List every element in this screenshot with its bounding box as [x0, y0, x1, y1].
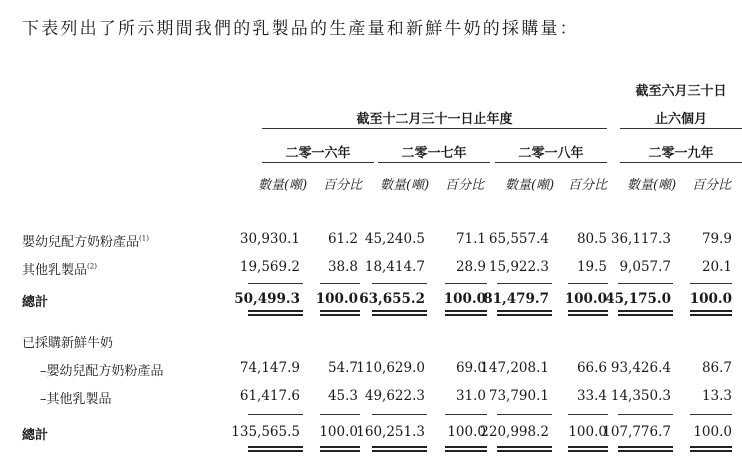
pct-header-2018: 百分比 [568, 178, 608, 193]
double-line [320, 310, 360, 316]
double-line [568, 310, 608, 316]
year-header-2018: 二零一八年 [518, 146, 584, 161]
double-line [320, 446, 360, 452]
double-line [248, 310, 303, 316]
cell: 100.0 [693, 424, 732, 440]
double-line [248, 446, 303, 452]
cell: 100.0 [564, 291, 607, 307]
cell: 54.7 [327, 360, 358, 376]
cell: 135,565.5 [231, 424, 300, 440]
cell: 33.4 [576, 388, 607, 404]
cell: 66.6 [576, 360, 607, 376]
year-header-2017: 二零一七年 [401, 146, 467, 161]
sum-line [320, 414, 360, 415]
pct-header-2017: 百分比 [445, 178, 485, 193]
year-underline-2019 [620, 162, 742, 163]
cell: 45,175.0 [605, 291, 671, 307]
cell: 71.1 [455, 231, 486, 247]
double-line [445, 310, 487, 316]
cell: 73,790.1 [488, 388, 549, 404]
double-line [445, 446, 487, 452]
sum-line [445, 283, 487, 284]
double-line [568, 446, 608, 452]
qty-header-2017: 數量(噸) [380, 178, 430, 193]
cell: 13.3 [701, 388, 732, 404]
year-header-2016: 二零一六年 [285, 146, 351, 161]
sum-line [248, 414, 303, 415]
period-interim-header-line2: 止六個月 [654, 112, 707, 127]
double-line [690, 446, 732, 452]
cell: 79.9 [701, 231, 732, 247]
cell: 38.8 [327, 259, 358, 275]
row-label-total1: 總計 [22, 295, 49, 310]
intro-text: 下表列出了所示期間我們的乳製品的生產量和新鮮牛奶的採購量： [22, 19, 579, 39]
sum-line [568, 283, 608, 284]
cell: 15,922.3 [488, 259, 549, 275]
pct-header-2016: 百分比 [323, 178, 363, 193]
section-label-purchased: 已採購新鮮牛奶 [22, 336, 114, 351]
sum-line [497, 414, 552, 415]
double-line [497, 446, 552, 452]
cell: 80.5 [576, 231, 607, 247]
cell: 28.9 [455, 259, 486, 275]
cell: 100.0 [447, 424, 486, 440]
cell: 81,479.7 [483, 291, 549, 307]
year-underline-2016 [262, 162, 374, 163]
period-interim-underline [620, 128, 742, 129]
sum-line [372, 414, 427, 415]
cell: 220,998.2 [480, 424, 549, 440]
period-interim-header-line1: 截至六月三十日 [635, 84, 727, 99]
cell: 147,208.1 [480, 360, 549, 376]
qty-header-2016: 數量(噸) [258, 178, 308, 193]
cell: 100.0 [319, 424, 358, 440]
cell: 100.0 [689, 291, 732, 307]
cell: 74,147.9 [239, 360, 300, 376]
double-line [618, 446, 673, 452]
cell: 18,414.7 [364, 259, 425, 275]
cell: 19,569.2 [239, 259, 300, 275]
cell: 107,776.7 [602, 424, 671, 440]
sum-line [690, 414, 732, 415]
sum-line [445, 414, 487, 415]
sum-line [618, 283, 673, 284]
sum-line [690, 283, 732, 284]
double-line [690, 310, 732, 316]
cell: 36,117.3 [610, 231, 671, 247]
row-label-other: 其他乳製品$^{(2)}$ [22, 262, 97, 278]
cell: 86.7 [701, 360, 732, 376]
sum-line [320, 283, 360, 284]
cell: 110,629.0 [356, 360, 425, 376]
row-label-total2: 總計 [22, 428, 49, 443]
cell: 20.1 [701, 259, 732, 275]
sum-line [568, 414, 608, 415]
year-header-2019: 二零一九年 [648, 146, 714, 161]
period-annual-header: 截至十二月三十一日止年度 [356, 112, 513, 127]
cell: 30,930.1 [239, 231, 300, 247]
row-label-p-infant: –嬰幼兒配方奶粉產品 [40, 364, 164, 379]
sum-line [372, 283, 427, 284]
cell: 100.0 [315, 291, 358, 307]
cell: 50,499.3 [234, 291, 300, 307]
cell: 61,417.6 [239, 388, 300, 404]
cell: 63,655.2 [359, 291, 425, 307]
cell: 160,251.3 [356, 424, 425, 440]
cell: 9,057.7 [619, 259, 671, 275]
row-label-infant: 嬰幼兒配方奶粉產品$^{(1)}$ [22, 234, 149, 250]
qty-header-2019: 數量(噸) [627, 178, 677, 193]
cell: 31.0 [455, 388, 486, 404]
cell: 93,426.4 [610, 360, 671, 376]
double-line [372, 310, 427, 316]
double-line [618, 310, 673, 316]
sum-line [618, 414, 673, 415]
cell: 45,240.5 [364, 231, 425, 247]
sum-line [497, 283, 552, 284]
sum-line [248, 283, 303, 284]
cell: 19.5 [576, 259, 607, 275]
cell: 69.0 [455, 360, 486, 376]
cell: 45.3 [327, 388, 358, 404]
cell: 14,350.3 [610, 388, 671, 404]
cell: 65,557.4 [488, 231, 549, 247]
qty-header-2018: 數量(噸) [505, 178, 555, 193]
double-line [497, 310, 552, 316]
year-underline-2018 [495, 162, 607, 163]
cell: 49,622.3 [364, 388, 425, 404]
year-underline-2017 [378, 162, 490, 163]
cell: 61.2 [327, 231, 358, 247]
row-label-p-other: –其他乳製品 [40, 392, 112, 407]
double-line [372, 446, 427, 452]
period-annual-underline [262, 128, 607, 129]
pct-header-2019: 百分比 [692, 178, 732, 193]
cell: 100.0 [568, 424, 607, 440]
cell: 100.0 [443, 291, 486, 307]
